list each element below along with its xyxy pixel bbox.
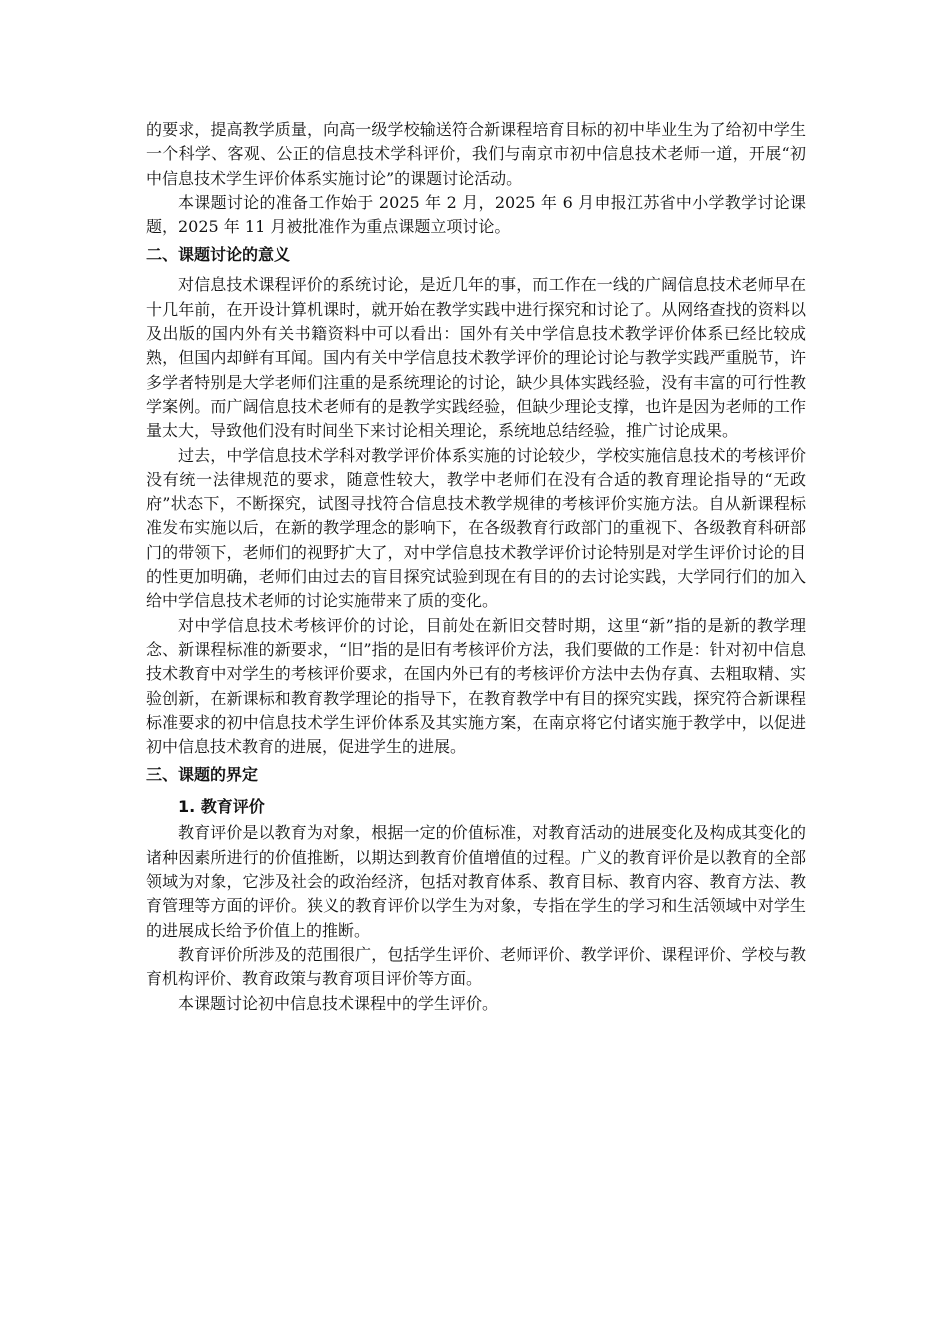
significance-paragraph-1: 对信息技术课程评价的系统讨论，是近几年的事，而工作在一线的广阔信息技术老师早在十几年前，在开设计算机课时，就开始在教学实践中进行探究和讨论了。从网络查找的资料以及出版的国内外有关书籍资料中可以看出：国外有关中学信息技术教学评价体系已经比较成熟，但国内却鲜有耳闻。国内有关中学信息技术教学评价的理论讨论与教学实践严重脱节，许多学者特别是大学老师们注重的是系统理论的讨论，缺少具体实践经验，没有丰富的可行性教学案例。而广阔信息技术老师有的是教学实践经验，但缺少理论支撑，也许是因为老师的工作量太大，导致他们没有时间坐下来讨论相关理论，系统地总结经验，推广讨论成果。 (146, 275, 806, 441)
definition-paragraph-1: 教育评价是以教育为对象，根据一定的价值标准，对教育活动的进展变化及构成其变化的诸种因素所进行的价值推断，以期达到教育价值增值的过程。广义的教育评价是以教育的全部领域为对象，它涉及社会的政治经济，包括对教育体系、教育目标、教育内容、教育方法、教育管理等方面的评价。狭义的教育评价以学生为对象，专指在学生的学习和生活领域中对学生的进展成长给予价值上的推断。 (146, 823, 806, 940)
section-heading-significance: 二、课题讨论的意义 (146, 245, 291, 265)
significance-paragraph-3: 对中学信息技术考核评价的讨论，目前处在新旧交替时期，这里“新”指的是新的教学理念、新课程标准的新要求，“旧”指的是旧有考核评价方法，我们要做的工作是：针对初中信息技术教育中对学生的考核评价要求，在国内外已有的考核评价方法中去伪存真、去粗取精、实验创新，在新课标和教育教学理论的指导下，在教育教学中有目的探究实践，探究符合新课程标准要求的初中信息技术学生评价体系及其实施方案，在南京将它付诸实施于教学中，以促进初中信息技术教育的进展，促进学生的进展。 (146, 615, 806, 757)
intro-paragraph-1: 的要求，提高教学质量，向高一级学校输送符合新课程培育目标的初中毕业生为了给初中学生一个科学、客观、公正的信息技术学科评价，我们与南京市初中信息技术老师一道，开展“初中信息技术学生评价体系实施讨论”的课题讨论活动。 (146, 120, 806, 188)
section-heading-definition: 三、课题的界定 (146, 765, 259, 785)
definition-paragraph-3: 本课题讨论初中信息技术课程中的学生评价。 (178, 993, 499, 1013)
document-page (146, 118, 806, 1016)
definition-paragraph-2: 教育评价所涉及的范围很广，包括学生评价、老师评价、教学评价、课程评价、学校与教育机构评价、教育政策与教育项目评价等方面。 (146, 944, 806, 989)
intro-paragraph-2: 本课题讨论的准备工作始于 2025 年 2 月，2025 年 6 月申报江苏省中小学教学讨论课题，2025 年 11 月被批准作为重点课题立项讨论。 (146, 192, 806, 237)
significance-paragraph-2: 过去，中学信息技术学科对教学评价体系实施的讨论较少，学校实施信息技术的考核评价没有统一法律规范的要求，随意性较大，教学中老师们在没有合适的教育理论指导的“无政府”状态下，不断探究，试图寻找符合信息技术教学规律的考核评价实施方法。自从新课程标准发布实施以后，在新的教学理念的影响下，在各级教育行政部门的重视下、各级教育科研部门的带领下，老师们的视野扩大了，对中学信息技术教学评价讨论特别是对学生评价讨论的目的性更加明确，老师们由过去的盲目探究试验到现在有目的的去讨论实践，大学同行们的加入给中学信息技术老师的讨论实施带来了质的变化。 (146, 445, 806, 611)
subsection-heading-education-evaluation: 1. 教育评价 (178, 797, 265, 817)
